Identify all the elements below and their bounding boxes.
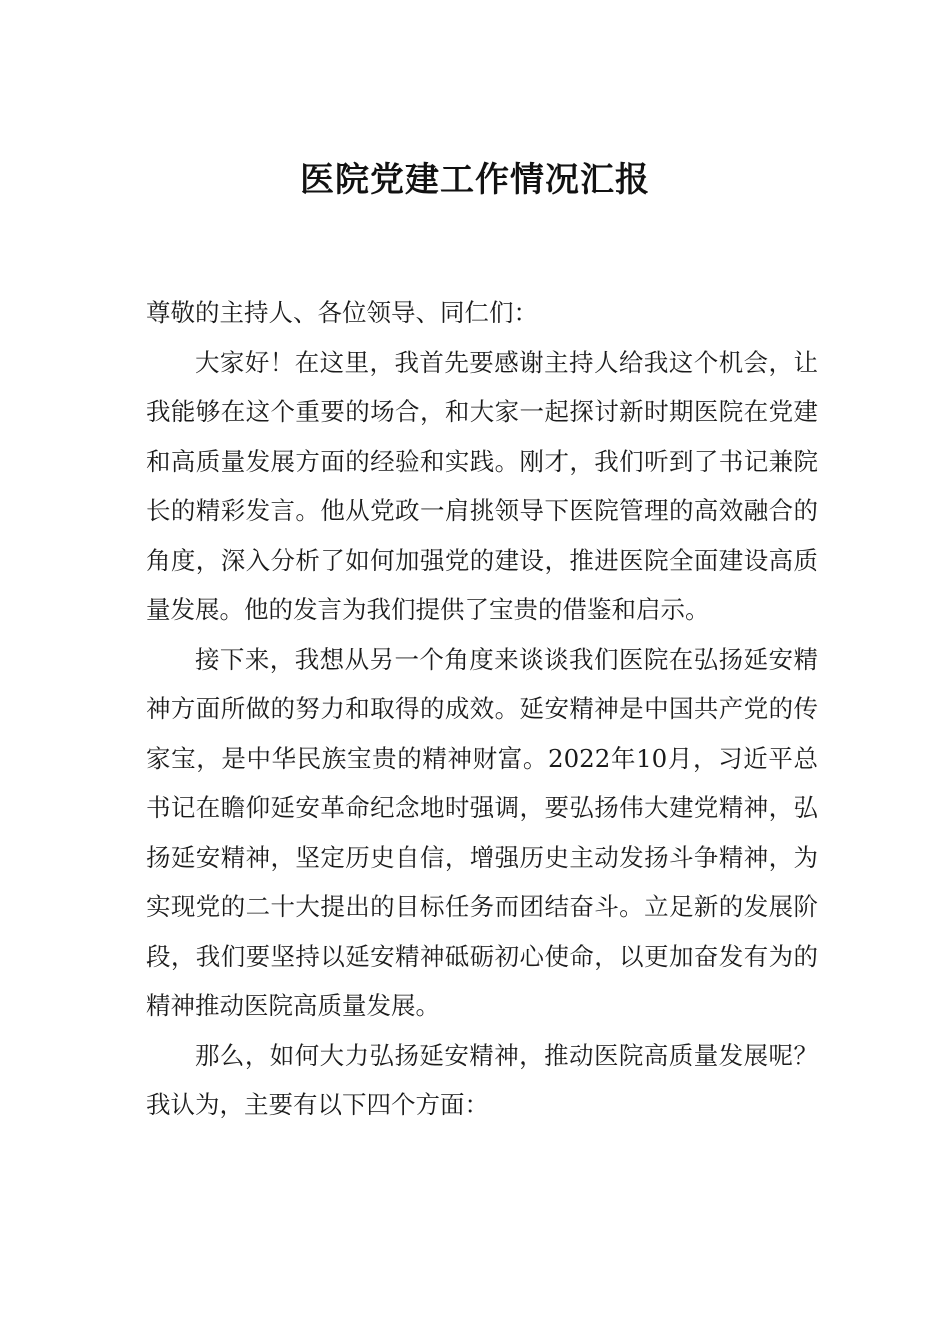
document-body [146,288,818,1130]
salutation: 尊敬的主持人、各位领导、同仁们： [146,298,538,327]
paragraph-yanan-spirit: 接下来，我想从另一个角度来谈谈我们医院在弘扬延安精神方面所做的努力和取得的成效。延安精神是中国共产党的传家宝，是中华民族宝贵的精神财富。2022年10月，习近平总书记在瞻仰延安革命纪念地时强调，要弘扬伟大建党精神，弘扬延安精神，坚定历史自信，增强历史主动发扬斗争精神，为实现党的二十大提出的目标任务而团结奋斗。立足新的发展阶段，我们要坚持以延安精神砥砺初心使命，以更加奋发有为的精神推动医院高质量发展。 [146,644,818,1020]
document-title: 医院党建工作情况汇报 [300,160,650,200]
paragraph-four-aspects: 那么，如何大力弘扬延安精神，推动医院高质量发展呢？我认为，主要有以下四个方面： [146,1040,818,1119]
paragraph-opening: 大家好！在这里，我首先要感谢主持人给我这个机会，让我能够在这个重要的场合，和大家一起探讨新时期医院在党建和高质量发展方面的经验和实践。刚才，我们听到了书记兼院长的精彩发言。他从党政一肩挑领导下医院管理的高效融合的角度，深入分析了如何加强党的建设，推进医院全面建设高质量发展。他的发言为我们提供了宝贵的借鉴和启示。 [146,347,818,624]
